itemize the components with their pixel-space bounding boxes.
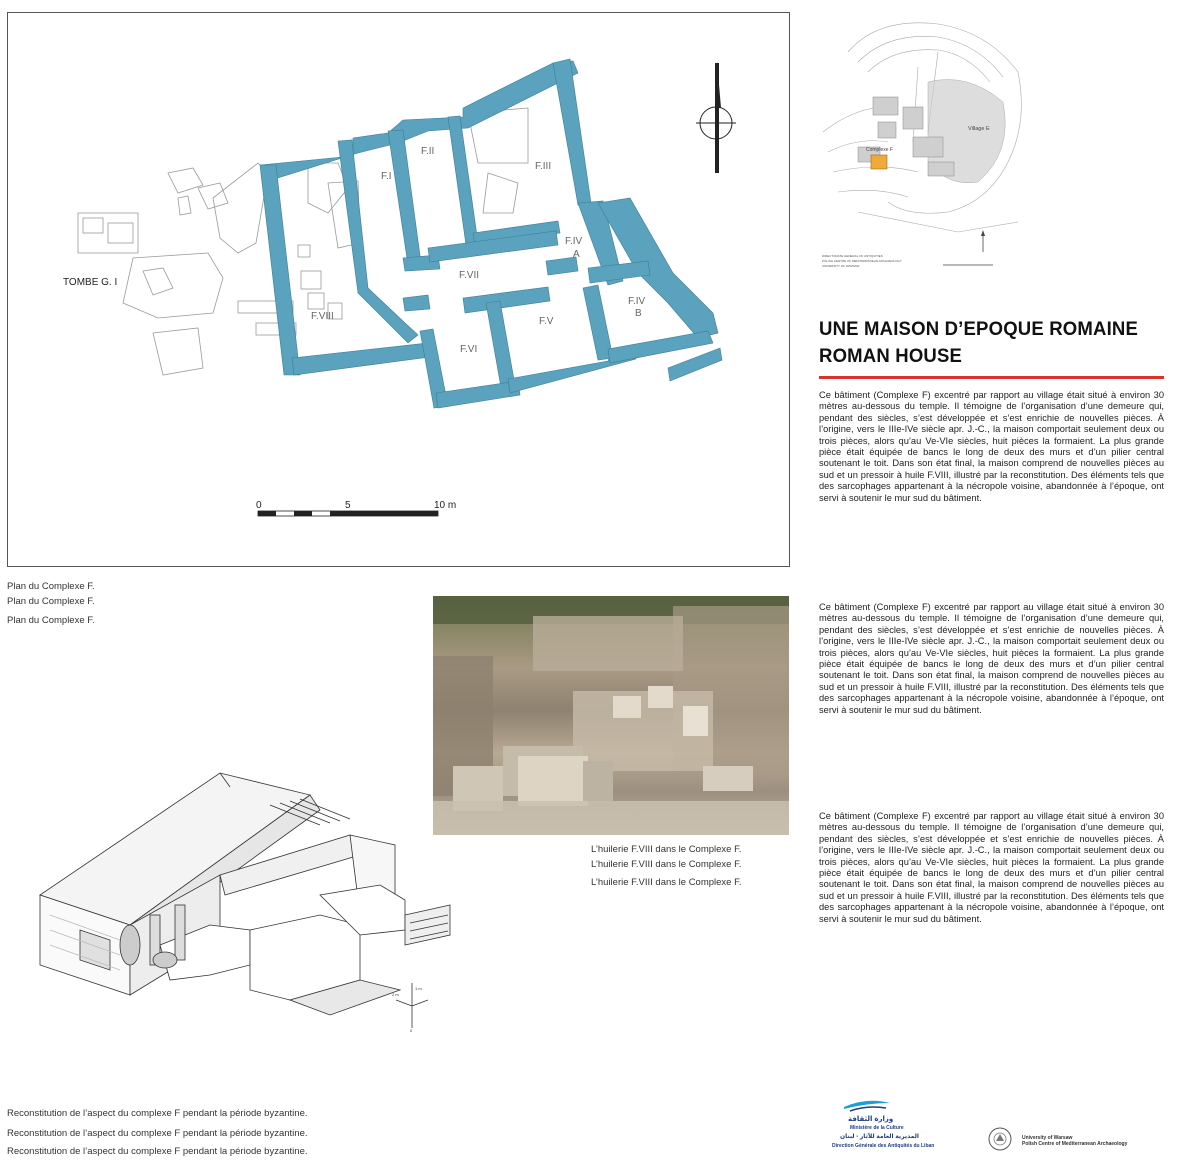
ministry-name-ar: وزارة الثقافة (848, 1116, 894, 1123)
photo-caption-1: L’huilerie F.VIII dans le Complexe F. (591, 844, 742, 855)
recon-caption-1: Reconstitution de l’aspect du complexe F pendant la période byzantine. (7, 1108, 308, 1119)
room-label-f2: F.II (421, 146, 435, 157)
svg-text:POLISH CENTRE OF MEDITERRANEAN: POLISH CENTRE OF MEDITERRANEAN ARCHAEOLOGY (822, 259, 902, 263)
map-label-complex: Complexe F (866, 147, 893, 153)
room-label-f4b-sub: B (635, 308, 642, 319)
room-label-f6: F.VI (460, 344, 478, 355)
plan-caption-2: Plan du Complexe F. (7, 596, 95, 607)
recon-scale-2m: 2 m (392, 992, 399, 997)
plan-caption-3: Plan du Complexe F. (7, 615, 95, 626)
tomb-label: TOMBE G. I (63, 277, 118, 288)
location-map (818, 12, 1028, 272)
map-label-village: Village E (968, 126, 990, 132)
university-seal-icon (988, 1127, 1012, 1151)
svg-text:UNIVERSITY OF WARSAW: UNIVERSITY OF WARSAW (822, 264, 860, 268)
room-label-f7: F.VII (459, 270, 480, 281)
plan-walls (260, 59, 722, 408)
title-fr: UNE MAISON D’EPOQUE ROMAINE (819, 318, 1139, 340)
complex-f-highlight (871, 155, 887, 169)
room-label-f4b: F.IV (628, 296, 646, 307)
title-en: ROMAN HOUSE (819, 345, 963, 367)
room-label-f5: F.V (539, 316, 554, 327)
warsaw-logo (988, 1125, 1128, 1155)
recon-scale-1m: 1 m (415, 986, 422, 991)
map-footer (822, 254, 902, 268)
warsaw-name-2: Polish Centre of Mediterranean Archaeology (1022, 1141, 1128, 1147)
recon-caption-2: Reconstitution de l’aspect du complexe F pendant la période byzantine. (7, 1128, 308, 1139)
dga-name-ar: المديرية العامة للآثار - لبنان (840, 1134, 919, 1140)
scale-tick-10: 10 m (434, 500, 457, 511)
warsaw-name-1: University of Warsaw (1022, 1135, 1073, 1141)
recon-scale-0: 0 (410, 1028, 413, 1033)
dga-name-fr: Direction Générale des Antiquités du Liban (832, 1143, 935, 1149)
ministry-logo (820, 1095, 935, 1157)
recon-caption-3: Reconstitution de l’aspect du complexe F pendant la période byzantine. (7, 1146, 308, 1157)
photo-caption-2: L’huilerie F.VIII dans le Complexe F. (591, 859, 742, 870)
paragraph-3: Ce bâtiment (Complexe F) excentré par rapport au village était situé à environ 30 mètres au-dessous du temple. Il témoigne de l’organisation d’une demeure qui, pendant des siècles, s’est développée et s’est enrichie de nouvelles pièces. À l’origine, vers le IIIe-IVe siècle apr. J.-C., la maison comportait seulement deux ou trois pièces, alors qu’au Ve-VIe siècles, huit pièces la formaient. La plus grande pièce était équipée de bancs le long de deux des murs et d’un pilier central soutenant le toit. Dans son état final, la maison comprend de nouvelles pièces au sud et un pressoir à huile F.VIII, illustré par la reconstitution. Des éléments tels que des sarcophages appartenant à la nécropole voisine, abandonnée à l’époque, ont servi à soutenir le mur sud du bâtiment. (819, 811, 1164, 924)
plan-scale-bar (256, 500, 456, 516)
room-label-f8: F.VIII (311, 311, 334, 322)
plan-caption-1: Plan du Complexe F. (7, 581, 95, 592)
room-label-f3: F.III (535, 161, 552, 172)
reconstruction-scale-bar (390, 978, 430, 1033)
photo-caption-3: L’huilerie F.VIII dans le Complexe F. (591, 877, 742, 888)
plan-frame (7, 12, 790, 567)
olive-press-photo (433, 596, 789, 835)
scale-tick-0: 0 (256, 500, 262, 511)
complex-f-plan (8, 13, 789, 566)
ministry-emblem-icon (842, 1095, 892, 1113)
room-label-f1: F.I (381, 171, 392, 182)
paragraph-2: Ce bâtiment (Complexe F) excentré par rapport au village était situé à environ 30 mètres au-dessous du temple. Il témoigne de l’organisation d’une demeure qui, pendant des siècles, s’est développée et s’est enrichie de nouvelles pièces. À l’origine, vers le IIIe-IVe siècle apr. J.-C., la maison comportait seulement deux ou trois pièces, alors qu’au Ve-VIe siècles, huit pièces la formaient. La plus grande pièce était équipée de bancs le long de deux des murs et d’un pilier central soutenant le toit. Dans son état final, la maison comprend de nouvelles pièces au sud et un pressoir à huile F.VIII, illustré par la reconstitution. Des éléments tels que des sarcophages appartenant à la nécropole voisine, abandonnée à l’époque, ont servi à soutenir le mur sud du bâtiment. (819, 602, 1164, 715)
north-arrow-icon (696, 61, 736, 173)
ministry-name-fr: Ministère de la Culture (850, 1125, 904, 1131)
room-label-f4a-sub: A (573, 249, 580, 260)
map-north-icon (981, 230, 985, 252)
scale-tick-5: 5 (345, 500, 351, 511)
svg-text:DIRECTORATE GENERAL OF ANTIQUI: DIRECTORATE GENERAL OF ANTIQUITIES (822, 254, 883, 258)
title-underline (819, 376, 1164, 379)
paragraph-1: Ce bâtiment (Complexe F) excentré par rapport au village était situé à environ 30 mètres au-dessous du temple. Il témoigne de l’organisation d’une demeure qui, pendant des siècles, s’est développée et s’est enrichie de nouvelles pièces. À l’origine, vers le IIIe-IVe siècle apr. J.-C., la maison comportait seulement deux ou trois pièces, alors qu’au Ve-VIe siècles, huit pièces la formaient. La plus grande pièce était équipée de bancs le long de deux des murs et d’un pilier central soutenant le toit. Dans son état final, la maison comprend de nouvelles pièces au sud et un pressoir à huile F.VIII, illustré par la reconstitution. Des éléments tels que des sarcophages appartenant à la nécropole voisine, abandonnée à l’époque, ont servi à soutenir le mur sud du bâtiment. (819, 390, 1164, 503)
room-label-f4a: F.IV (565, 236, 583, 247)
